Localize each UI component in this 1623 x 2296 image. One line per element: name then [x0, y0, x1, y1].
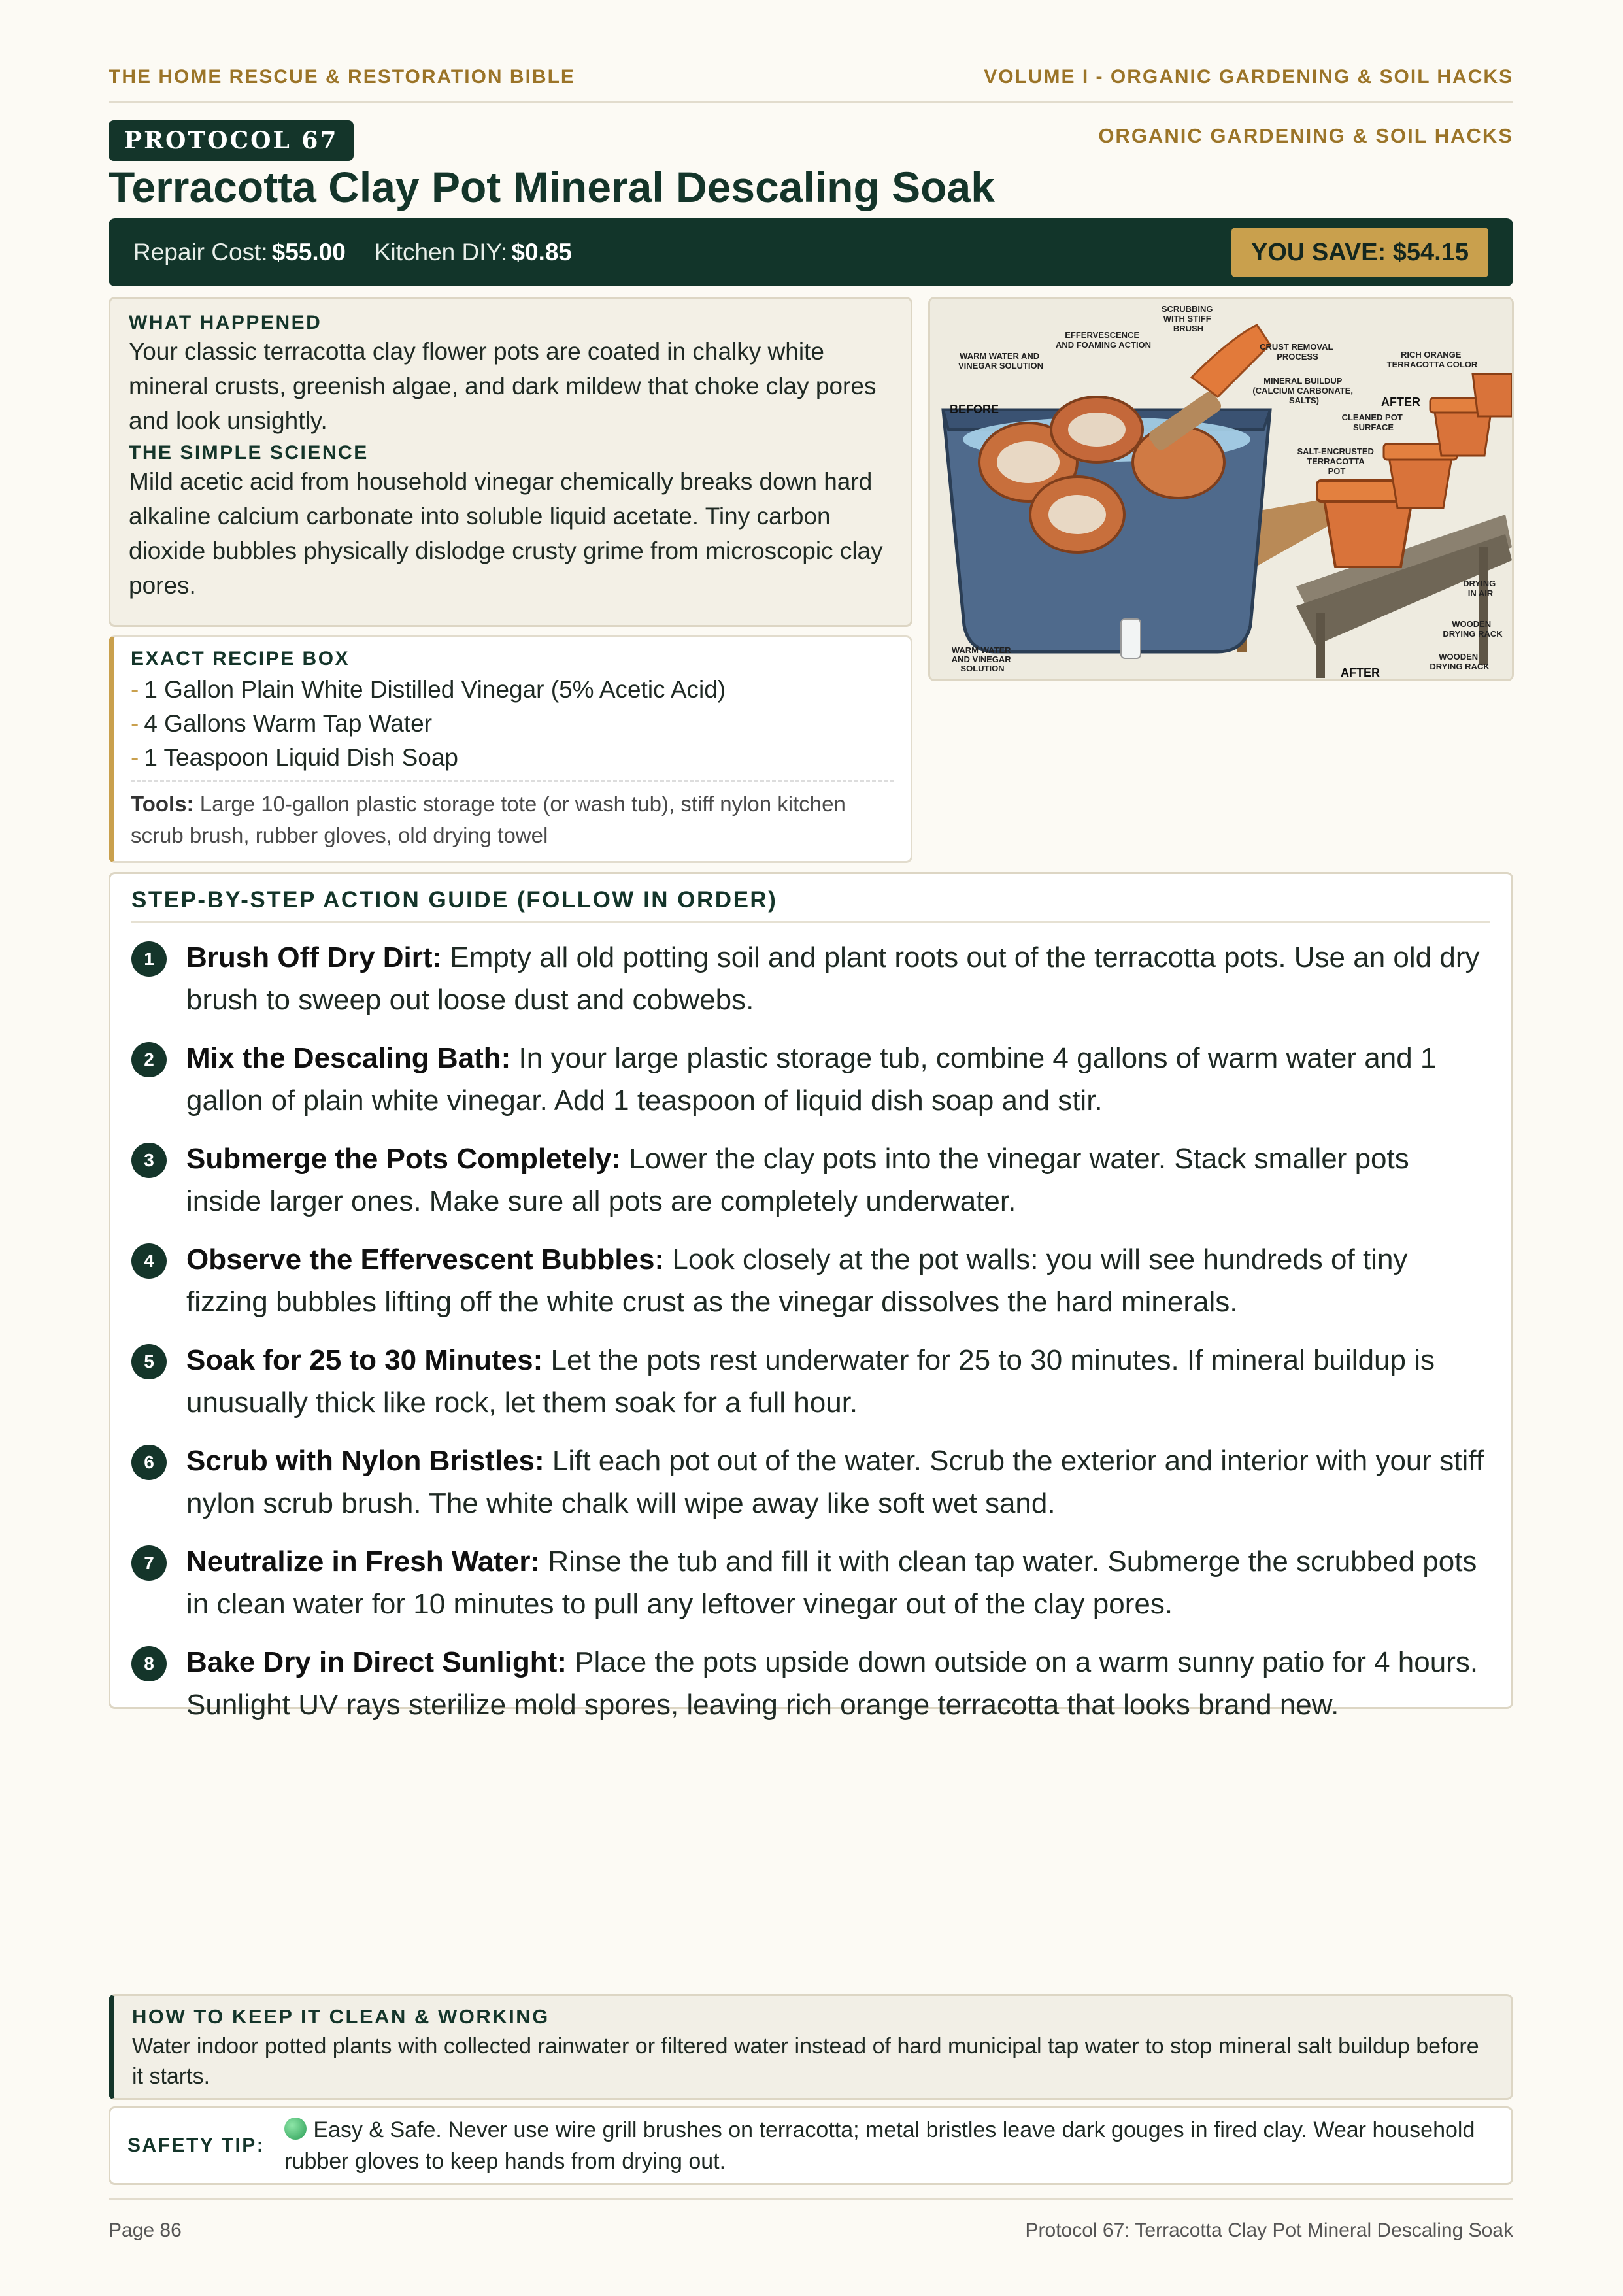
label-warm-water-bottom: WARM WATER AND VINEGAR SOLUTION: [951, 645, 1011, 673]
cost-bar: [109, 218, 1513, 286]
step-item: 2 Mix the Descaling Bath: In your large plastic storage tub, combine 4 gallons of warm water and 1 gallon of plain white vinegar. Add 1 teaspoon of liquid dish soap and stir.: [131, 1037, 1490, 1122]
label-mineral-buildup: MINERAL BUILDUP (CALCIUM CARBONATE, SALTS): [1252, 376, 1353, 405]
ingredient-item: - 1 Teaspoon Liquid Dish Soap: [131, 744, 459, 771]
step-item: 5 Soak for 25 to 30 Minutes: Let the pots rest underwater for 25 to 30 minutes. If mineral buildup is unusually thick like rock, let them soak for a full hour.: [131, 1339, 1490, 1424]
label-after-top: AFTER: [1381, 396, 1420, 409]
science-text: Mild acetic acid from household vinegar chemically breaks down hard alkaline calcium carbonate into soluble liquid acetate. Tiny carbon dioxide bubbles physically dislodge crusty grime from microscopic clay pores.: [129, 468, 883, 599]
step-number: 5: [131, 1344, 167, 1379]
step-number: 1: [131, 941, 167, 977]
label-warm-water: WARM WATER AND VINEGAR SOLUTION: [958, 351, 1044, 371]
step-guide-label: STEP-BY-STEP ACTION GUIDE (FOLLOW IN ORDER): [131, 887, 1490, 923]
category-label: ORGANIC GARDENING & SOIL HACKS: [1098, 124, 1513, 147]
what-happened-label: WHAT HAPPENED: [129, 312, 322, 333]
savings-badge: YOU SAVE: $54.15: [1231, 228, 1488, 277]
book-title: THE HOME RESCUE & RESTORATION BIBLE: [109, 65, 575, 88]
maintenance-box: [109, 1994, 1513, 2100]
step-item: 6 Scrub with Nylon Bristles: Lift each pot out of the water. Scrub the exterior and interior with your stiff nylon scrub brush. The white chalk will wipe away like soft wet sand.: [131, 1440, 1490, 1525]
step-number: 4: [131, 1243, 167, 1279]
running-header: [109, 63, 1513, 103]
safety-text-wrap: [284, 2114, 1494, 2177]
green-circle-icon: [284, 2118, 307, 2140]
label-crust-removal: CRUST REMOVAL PROCESS: [1260, 342, 1333, 362]
step-item: 1 Brush Off Dry Dirt: Empty all old potting soil and plant roots out of the terracotta pots. Use an old dry brush to sweep out loose dust and cobwebs.: [131, 936, 1490, 1021]
step-number: 8: [131, 1646, 167, 1681]
maintenance-text: Water indoor potted plants with collected rainwater or filtered water instead of hard municipal tap water to stop mineral salt buildup before it starts.: [132, 2034, 1479, 2089]
label-scrubbing: SCRUBBING WITH STIFF BRUSH: [1161, 304, 1213, 333]
step-number: 3: [131, 1143, 167, 1178]
page-title: Terracotta Clay Pot Mineral Descaling Soak: [109, 163, 995, 211]
maintenance-label: HOW TO KEEP IT CLEAN & WORKING: [132, 2005, 550, 2028]
footer-reference: Protocol 67: Terracotta Clay Pot Mineral Descaling Soak: [1025, 2220, 1513, 2241]
label-before: BEFORE: [950, 403, 999, 416]
page-footer: [109, 2198, 1513, 2242]
label-rack-1: WOODEN DRYING RACK: [1443, 619, 1503, 639]
volume-title: VOLUME I - ORGANIC GARDENING & SOIL HACKS: [984, 65, 1513, 88]
label-rack-2: WOODEN DRYING RACK: [1430, 652, 1490, 671]
label-drying: DRYING IN AIR: [1463, 579, 1496, 598]
label-after-bottom: AFTER: [1341, 666, 1380, 679]
diy-cost-label: Kitchen DIY:: [374, 239, 508, 265]
safety-box: [109, 2106, 1513, 2185]
step-item: 7 Neutralize in Fresh Water: Rinse the tub and fill it with clean tap water. Submerge the scrubbed pots in clean water for 10 minutes to pull any leftover vinegar out of the clay pores.: [131, 1540, 1490, 1625]
recipe-label: EXACT RECIPE BOX: [131, 648, 350, 669]
recipe-box: [109, 635, 912, 863]
protocol-badge: PROTOCOL 67: [109, 120, 354, 161]
label-effervescence: EFFERVESCENCE AND FOAMING ACTION: [1055, 330, 1152, 350]
what-happened-text: Your classic terracotta clay flower pots are coated in chalky white mineral crusts, greenish algae, and dark mildew that choke clay pores and look unsightly.: [129, 338, 877, 434]
ingredient-list: [131, 673, 894, 775]
safety-text: Easy & Safe. Never use wire grill brushes on terracotta; metal bristles leave dark gouges in fired clay. Wear household rubber gloves to keep hands from drying out.: [284, 2118, 1475, 2174]
tools-label: Tools:: [131, 792, 194, 816]
step-item: 8 Bake Dry in Direct Sunlight: Place the pots upside down outside on a warm sunny patio for 4 hours. Sunlight UV rays sterilize mold spores, leaving rich orange terracotta that looks brand new.: [131, 1641, 1490, 1726]
science-label: THE SIMPLE SCIENCE: [129, 442, 369, 464]
repair-cost-label: Repair Cost:: [133, 239, 268, 265]
step-item: 4 Observe the Effervescent Bubbles: Look closely at the pot walls: you will see hundreds of tiny fizzing bubbles lifting off the white crust as the vinegar dissolves the hard minerals.: [131, 1238, 1490, 1323]
step-number: 7: [131, 1545, 167, 1581]
illustration-svg: [930, 299, 1512, 679]
step-number: 2: [131, 1042, 167, 1077]
step-number: 6: [131, 1445, 167, 1480]
repair-cost-value: $55.00: [271, 239, 346, 265]
tools-line: [131, 780, 894, 851]
label-cleaned-pot: CLEANED POT SURFACE: [1341, 413, 1403, 432]
label-salt-encrusted: SALT-ENCRUSTED TERRACOTTA POT: [1297, 447, 1374, 476]
process-illustration: [928, 297, 1514, 681]
page-number: Page 86: [109, 2220, 182, 2241]
ingredient-item: - 4 Gallons Warm Tap Water: [131, 710, 433, 737]
diy-cost-value: $0.85: [511, 239, 573, 265]
step-guide: [109, 872, 1513, 1721]
safety-label: SAFETY TIP:: [127, 2135, 265, 2156]
problem-science-box: [109, 297, 912, 627]
step-item: 3 Submerge the Pots Completely: Lower the clay pots into the vinegar water. Stack smaller pots inside larger ones. Make sure all pots are completely underwater.: [131, 1138, 1490, 1223]
ingredient-item: - 1 Gallon Plain White Distilled Vinegar (5% Acetic Acid): [131, 676, 726, 703]
tools-text: Large 10-gallon plastic storage tote (or wash tub), stiff nylon kitchen scrub brush, rubber gloves, old drying towel: [131, 792, 846, 847]
label-rich-orange: RICH ORANGE TERRACOTTA COLOR: [1386, 350, 1478, 369]
